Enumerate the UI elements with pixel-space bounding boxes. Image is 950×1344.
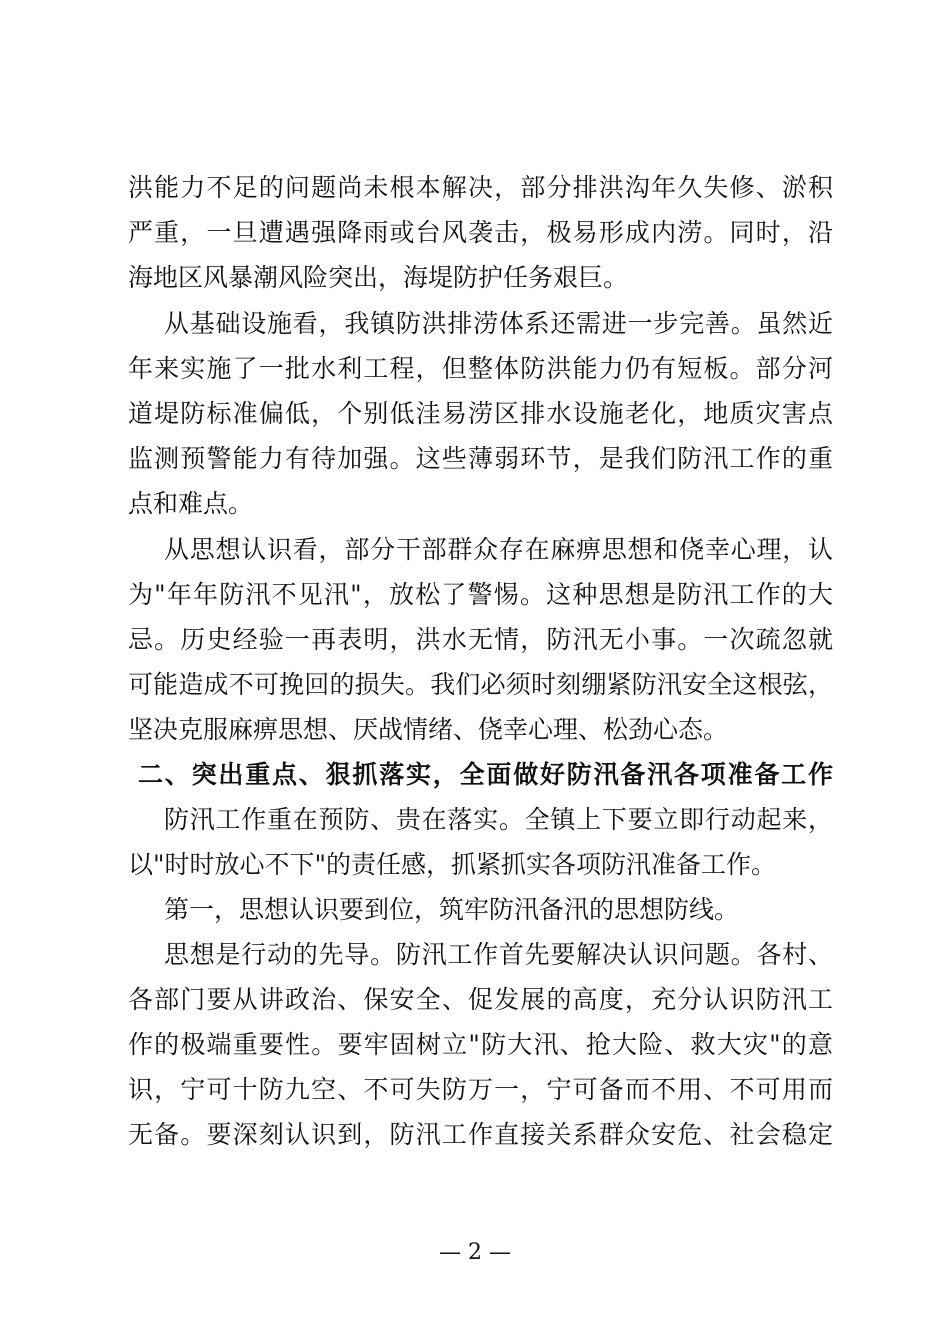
body-line: 洪能力不足的问题尚未根本解决，部分排洪沟年久失修、淤积 xyxy=(128,173,833,202)
body-line: 各部门要从讲政治、保安全、促发展的高度，充分认识防汛工 xyxy=(128,985,833,1014)
body-line: 作的极端重要性。要牢固树立"防大汛、抢大险、救大灾"的意 xyxy=(128,1030,833,1059)
body-line: 为"年年防汛不见汛"，放松了警惕。这种思想是防汛工作的大 xyxy=(128,580,833,609)
body-line: 忌。历史经验一再表明，洪水无情，防汛无小事。一次疏忽就 xyxy=(128,625,833,654)
body-line: 监测预警能力有待加强。这些薄弱环节，是我们防汛工作的重 xyxy=(128,444,833,473)
paragraph-first-line: 从基础设施看，我镇防洪排涝体系还需进一步完善。虽然近 xyxy=(164,309,833,338)
body-line: 以"时时放心不下"的责任感，抓紧抓实各项防汛准备工作。 xyxy=(128,850,777,879)
paragraph-first-line: 从思想认识看，部分干部群众存在麻痹思想和侥幸心理，认 xyxy=(164,535,833,564)
section-heading: 二、突出重点、狠抓落实，全面做好防汛备汛各项准备工作 xyxy=(138,760,833,789)
paragraph-first-line: 思想是行动的先导。防汛工作首先要解决认识问题。各村、 xyxy=(164,940,833,969)
body-line: 海地区风暴潮风险突出，海堤防护任务艰巨。 xyxy=(128,263,629,292)
body-line: 道堤防标准偏低，个别低洼易涝区排水设施老化，地质灾害点 xyxy=(128,399,833,428)
body-line: 识，宁可十防九空、不可失防万一，宁可备而不用、不可用而 xyxy=(128,1075,833,1104)
subsection-title: 第一，思想认识要到位，筑牢防汛备汛的思想防线。 xyxy=(164,895,740,924)
body-line: 可能造成不可挽回的损失。我们必须时刻绷紧防汛安全这根弦， xyxy=(128,670,833,699)
body-line: 坚决克服麻痹思想、厌战情绪、侥幸心理、松劲心态。 xyxy=(128,715,729,744)
body-line: 严重，一旦遭遇强降雨或台风袭击，极易形成内涝。同时，沿 xyxy=(128,218,833,247)
body-line: 年来实施了一批水利工程，但整体防洪能力仍有短板。部分河 xyxy=(128,354,833,383)
body-line: 点和难点。 xyxy=(128,489,254,518)
paragraph-first-line: 防汛工作重在预防、贵在落实。全镇上下要立即行动起来， xyxy=(164,805,833,834)
page-number: — 2 — xyxy=(439,1240,511,1265)
body-line: 无备。要深刻认识到，防汛工作直接关系群众安危、社会稳定 xyxy=(128,1120,833,1149)
